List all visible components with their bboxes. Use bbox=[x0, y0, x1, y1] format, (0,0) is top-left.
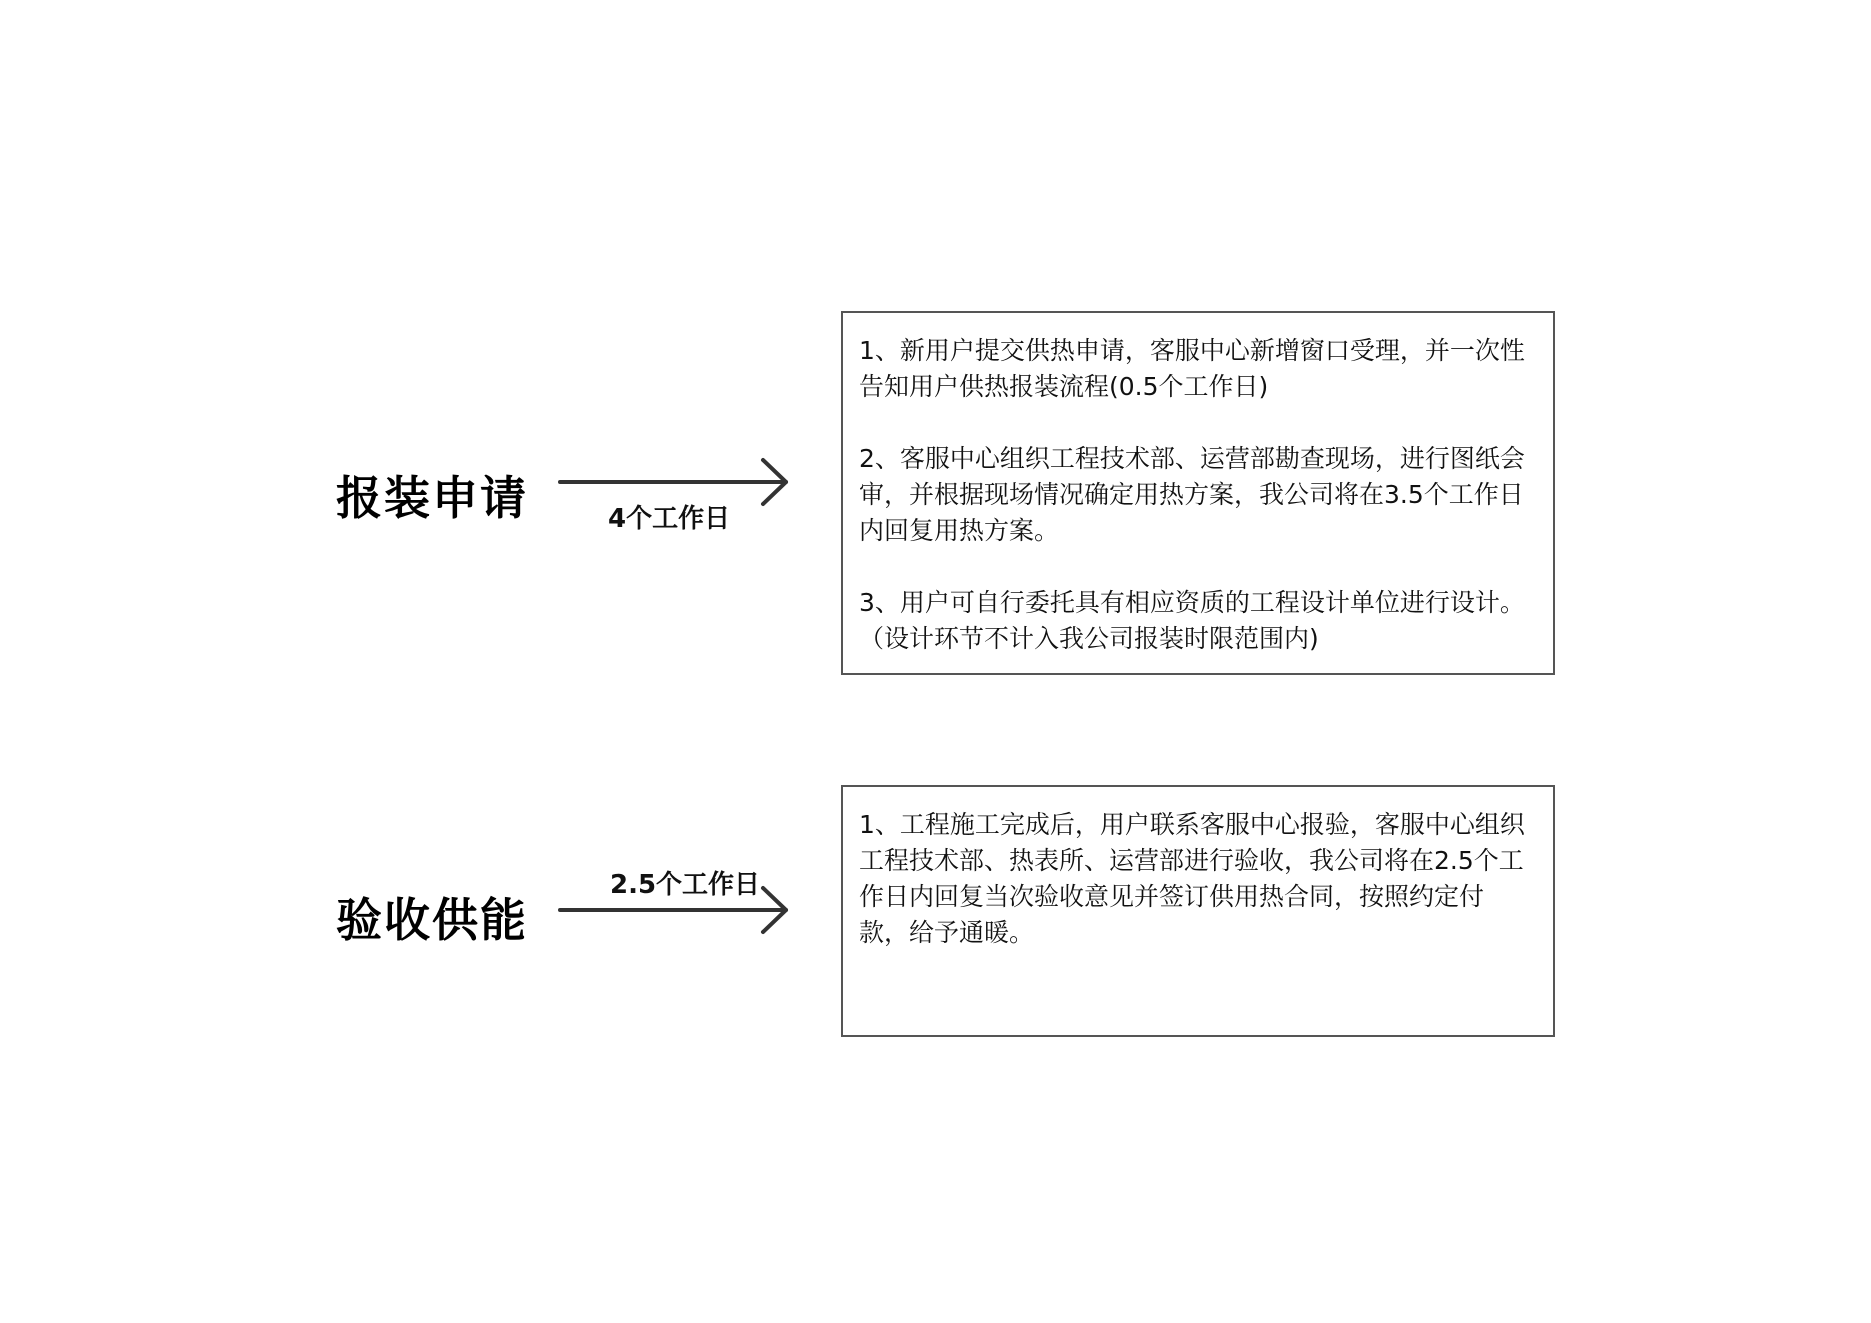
stage-title-acceptance: 验收供能 bbox=[336, 893, 528, 947]
description-box-application bbox=[841, 311, 1555, 675]
step-item: 1、工程施工完成后，用户联系客服中心报验，客服中心组织工程技术部、热表所、运营部进行验收，我公司将在2.5个工 作日内回复当次验收意见并签订供用热合同，按照约定付款，给予通暖。 bbox=[859, 810, 1525, 947]
duration-label-application: 4个工作日 bbox=[608, 504, 731, 534]
duration-label-acceptance: 2.5个工作日 bbox=[610, 870, 761, 900]
stage-title-application: 报装申请 bbox=[336, 471, 528, 525]
step-item: 2、客服中心组织工程技术部、运营部勘查现场，进行图纸会审，并根据现场情况确定用热方案，我公司将在3.5个工作日内回复用热方案。 bbox=[859, 444, 1525, 545]
step-item: 1、新用户提交供热申请，客服中心新增窗口受理，并一次性告知用户供热报装流程(0.5个工作日) bbox=[859, 336, 1525, 401]
step-item: 3、用户可自行委托具有相应资质的工程设计单位进行设计。（设计环节不计入我公司报装时限范围内) bbox=[859, 588, 1525, 653]
description-box-acceptance bbox=[841, 785, 1555, 1037]
